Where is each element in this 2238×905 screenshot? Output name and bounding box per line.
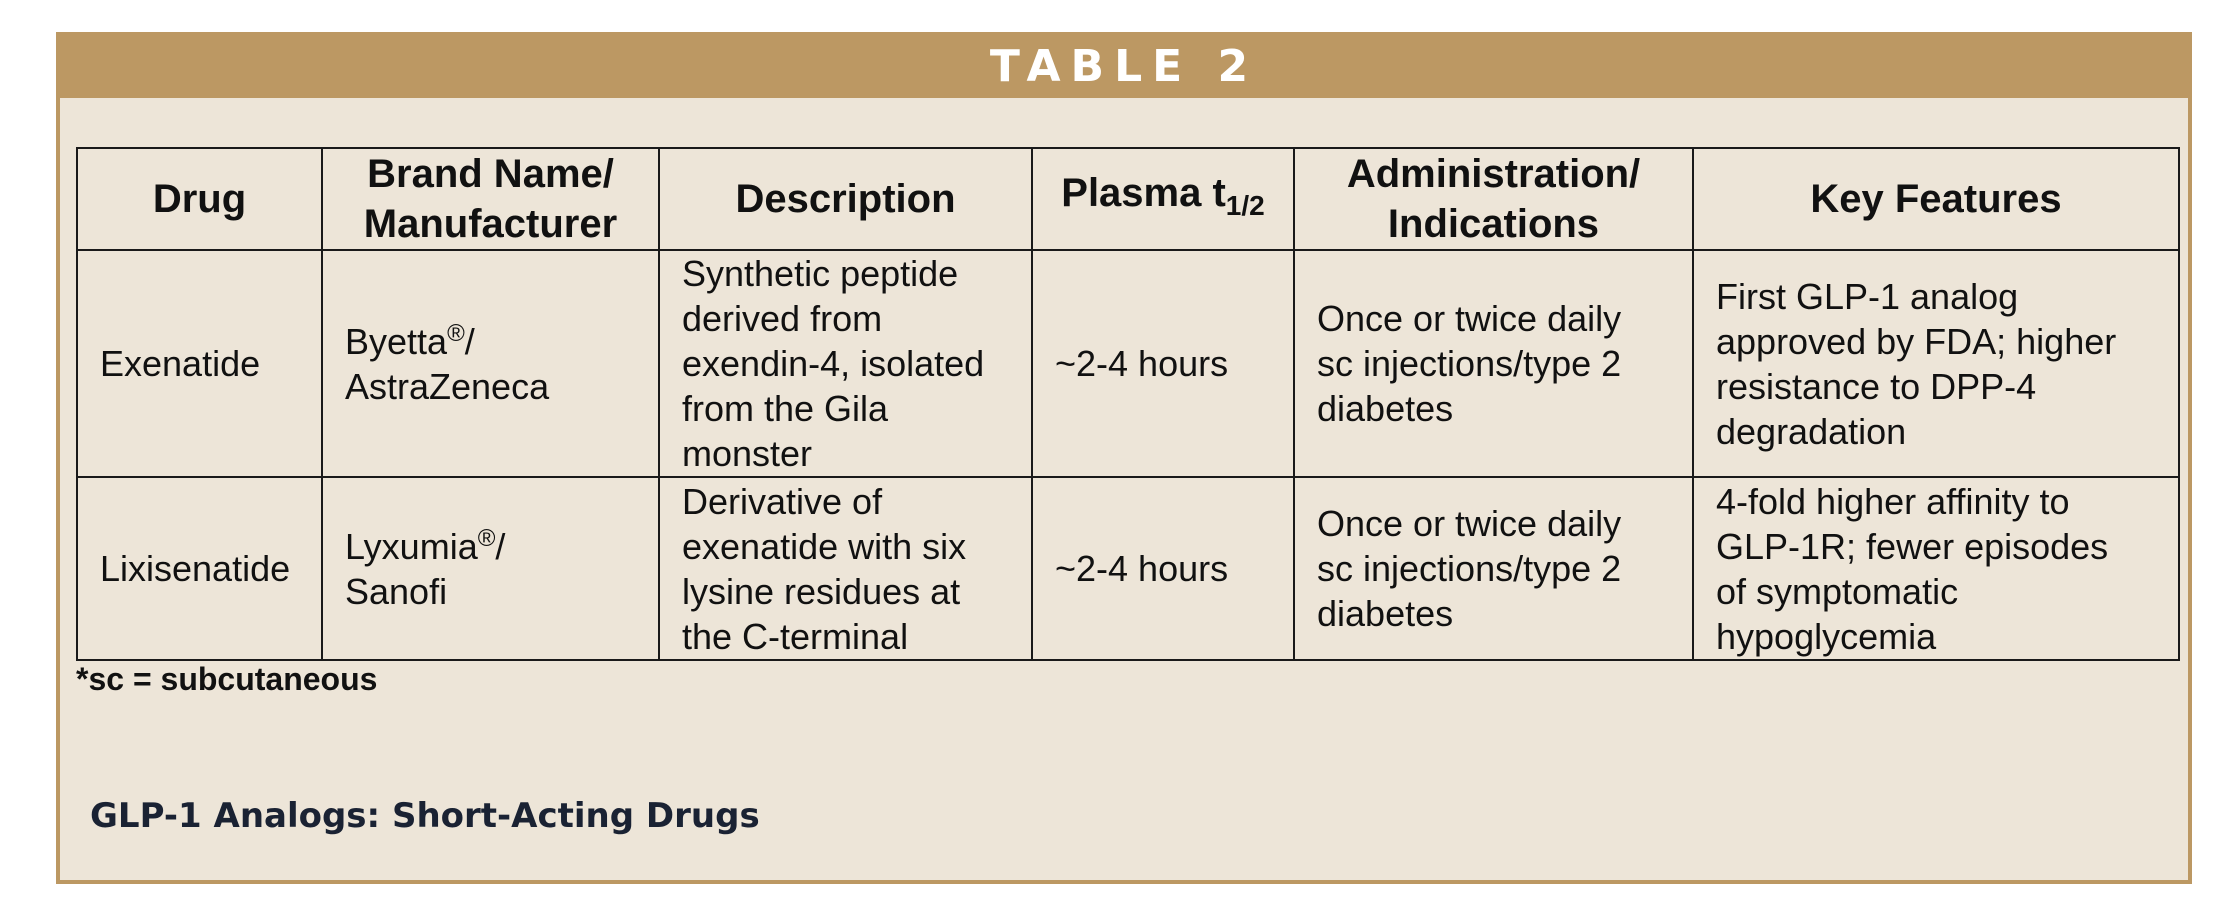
table-row [77, 477, 2179, 660]
cell-drug: Exenatide [77, 250, 322, 477]
cell-key-features: 4-fold higher affinity to GLP-1R; fewer episodes of symptomatic hypoglycemia [1693, 477, 2179, 660]
header-administration-indications: Administration/ Indications [1294, 148, 1693, 250]
header-brand-manufacturer: Brand Name/ Manufacturer [322, 148, 659, 250]
cell-description: Synthetic peptide derived from exendin-4, isolated from the Gila monster [659, 250, 1032, 477]
cell-key-features: First GLP-1 analog approved by FDA; higher resistance to DPP-4 degradation [1693, 250, 2179, 477]
cell-administration: Once or twice daily sc injections/type 2 diabetes [1294, 477, 1693, 660]
table-row [77, 250, 2179, 477]
table-banner: TABLE 2 [60, 36, 2188, 98]
cell-plasma-half-life: ~2-4 hours [1032, 250, 1294, 477]
header-plasma-half-life: Plasma $t_{1/2}$ [1032, 148, 1294, 250]
table-footnote: *sc = subcutaneous [76, 661, 378, 697]
cell-brand-manufacturer: Lyxumia®/ Sanofi [322, 477, 659, 660]
table-caption: GLP-1 Analogs: Short-Acting Drugs [90, 796, 760, 836]
cell-brand-manufacturer: Byetta®/ AstraZeneca [322, 250, 659, 477]
drug-table [76, 147, 2180, 661]
table-header-row [77, 148, 2179, 250]
registered-mark: ® [477, 524, 496, 552]
cell-plasma-half-life: ~2-4 hours [1032, 477, 1294, 660]
cell-drug: Lixisenatide [77, 477, 322, 660]
header-drug: Drug [77, 148, 322, 250]
header-description: Description [659, 148, 1032, 250]
registered-mark: ® [447, 319, 465, 347]
cell-administration: Once or twice daily sc injections/type 2 diabetes [1294, 250, 1693, 477]
cell-description: Derivative of exenatide with six lysine residues at the C-terminal [659, 477, 1032, 660]
header-key-features: Key Features [1693, 148, 2179, 250]
table-panel [56, 32, 2192, 884]
